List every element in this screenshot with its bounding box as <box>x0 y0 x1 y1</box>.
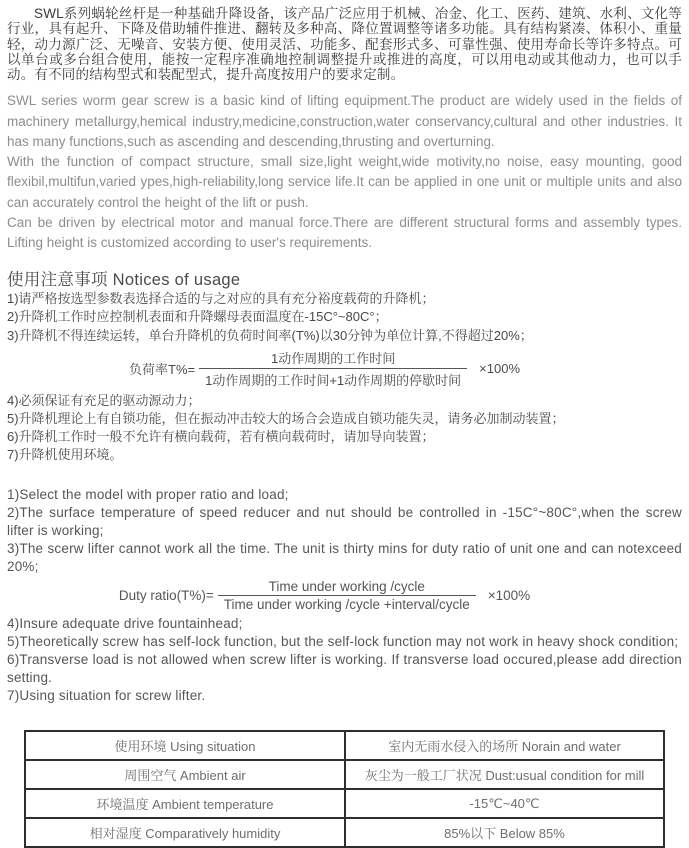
notices-list-en <box>7 486 682 706</box>
notice-item-cn-2: 2)升降机工作时应控制机表面和升降螺母表面温度在-15C°~80C°； <box>7 309 388 325</box>
notice-item-en-1: 1)Select the model with proper ratio and load; <box>7 486 289 502</box>
table-row <box>25 731 664 760</box>
table-cell-value: 85%以下 Below 85% <box>345 818 664 847</box>
notice-item-en-6: 6)Transverse load is not allowed when screw lifter is working. If transverse load occured,please add direction setting. <box>7 652 682 686</box>
notice-item-en-7: 7)Using situation for screw lifter. <box>7 688 206 704</box>
duty-ratio-formula-en <box>7 579 642 612</box>
section-spacer <box>7 465 682 486</box>
usage-table <box>24 730 665 848</box>
formula-denominator-en: Time under working /cycle +interval/cycle <box>218 595 476 612</box>
table-cell-value: 室内无雨水侵入的场所 Norain and water <box>345 731 664 760</box>
table-row <box>25 789 664 818</box>
formula-denominator-cn: 1动作周期的工作时间+1动作周期的停歇时间 <box>199 368 467 389</box>
intro-paragraph-cn: SWL系列蜗轮丝杆是一种基础升降设备，该产品广泛应用于机械、冶金、化工、医药、建筑、水利、文化等行业，具有起升、下降及借助辅件推进、翻转及多种高、降位置调整等诸多功能。具有结构紧凑、体积小、重量轻，动力源广泛、无噪音、安装方便、使用灵活、功能多、配套形式多、可靠性强、使用寿命长等许多特点。可以单台或多台组合使用，能按一定程序准确地控制调整提升或推进的高度，可以用电动或其他动力，也可以手动。有不同的结构型式和装配型式，提升高度按用户的要求定制。 <box>7 6 682 82</box>
intro-paragraph-en-1: SWL series worm gear screw is a basic kind of lifting equipment.The product are widely used in the fields of machinery metallurgy,hemical industry,medicine,construction,water conservancy,cultural and other industries. It has many functions,such as ascending and descending,thrusting and overturning. <box>7 93 682 149</box>
notice-item-en-4: 4)Insure adequate drive fountainhead; <box>7 615 243 631</box>
table-cell-label: 使用环境 Using situation <box>25 731 345 760</box>
formula-fraction-cn <box>199 348 467 389</box>
table-cell-value: -15℃~40℃ <box>345 789 664 818</box>
notices-list-cn <box>7 290 682 464</box>
notice-item-cn-5: 5)升降机理论上有自锁功能，但在振动冲击较大的场合会造成自锁功能失灵，请务必加制动装置； <box>7 411 565 426</box>
table-row <box>25 818 664 847</box>
notice-item-en-2: 2)The surface temperature of speed reducer and nut should be controlled in -15C°~80C°,when the screw lifter is working; <box>7 504 682 538</box>
notice-item-cn-7: 7)升降机使用环境。 <box>7 447 123 463</box>
notice-item-cn-4: 4)必须保证有充足的驱动源动力； <box>7 392 201 408</box>
formula-multiplier-cn: ×100% <box>479 360 520 376</box>
intro-paragraph-en-2: With the function of compact structure, small size,light weight,wide motivity,no noise, easy mounting, good flexibil,multifun,varied ypes,high-reliability,long service life.It can be applied in one unit or multiple units and also can accurately control the height of the lift or push. <box>7 154 682 210</box>
table-cell-value: 灰尘为一般工厂状况 Dust:usual condition for mill <box>345 760 664 789</box>
intro-section-en <box>7 91 682 253</box>
formula-fraction-en <box>218 579 476 612</box>
intro-paragraph-en-3: Can be driven by electrical motor and manual force.There are different structural forms and assembly types. Lifting height is customized according to user's requirements. <box>7 214 682 250</box>
formula-numerator-cn: 1动作周期的工作时间 <box>271 350 396 366</box>
formula-multiplier-en: ×100% <box>487 587 531 603</box>
table-cell-label: 相对湿度 Comparatively humidity <box>25 818 345 847</box>
table-cell-label: 环境温度 Ambient temperature <box>25 789 345 818</box>
notice-item-en-3: 3)The scerw lifter cannot work all the time. The unit is thirty mins for duty ratio of unit one and can notexceed 20%; <box>7 540 682 574</box>
duty-ratio-formula-cn <box>7 348 642 389</box>
formula-numerator-en: Time under working /cycle <box>268 578 425 594</box>
notice-item-cn-1: 1)请严格按选型参数表选择合适的与之对应的具有充分裕度载荷的升降机； <box>7 291 435 307</box>
notice-item-cn-3: 3)升降机不得连续运转，单台升降机的负荷时间率(T%)以30分钟为单位计算,不得超过20%； <box>7 327 533 343</box>
table-cell-label: 周围空气 Ambient air <box>25 760 345 789</box>
notices-heading: 使用注意事项 Notices of usage <box>7 271 241 290</box>
table-row <box>25 760 664 789</box>
notice-item-en-5: 5)Theoretically screw has self-lock function, but the self-lock function may not work in heavy shock condition; <box>7 634 679 650</box>
formula-label-en: Duty ratio(T%)= <box>118 587 214 603</box>
notice-item-cn-6: 6)升降机工作时一般不允许有横向载荷，若有横向载荷时，请加导向装置； <box>7 429 435 445</box>
formula-label-cn: 负荷率T%= <box>129 361 196 377</box>
